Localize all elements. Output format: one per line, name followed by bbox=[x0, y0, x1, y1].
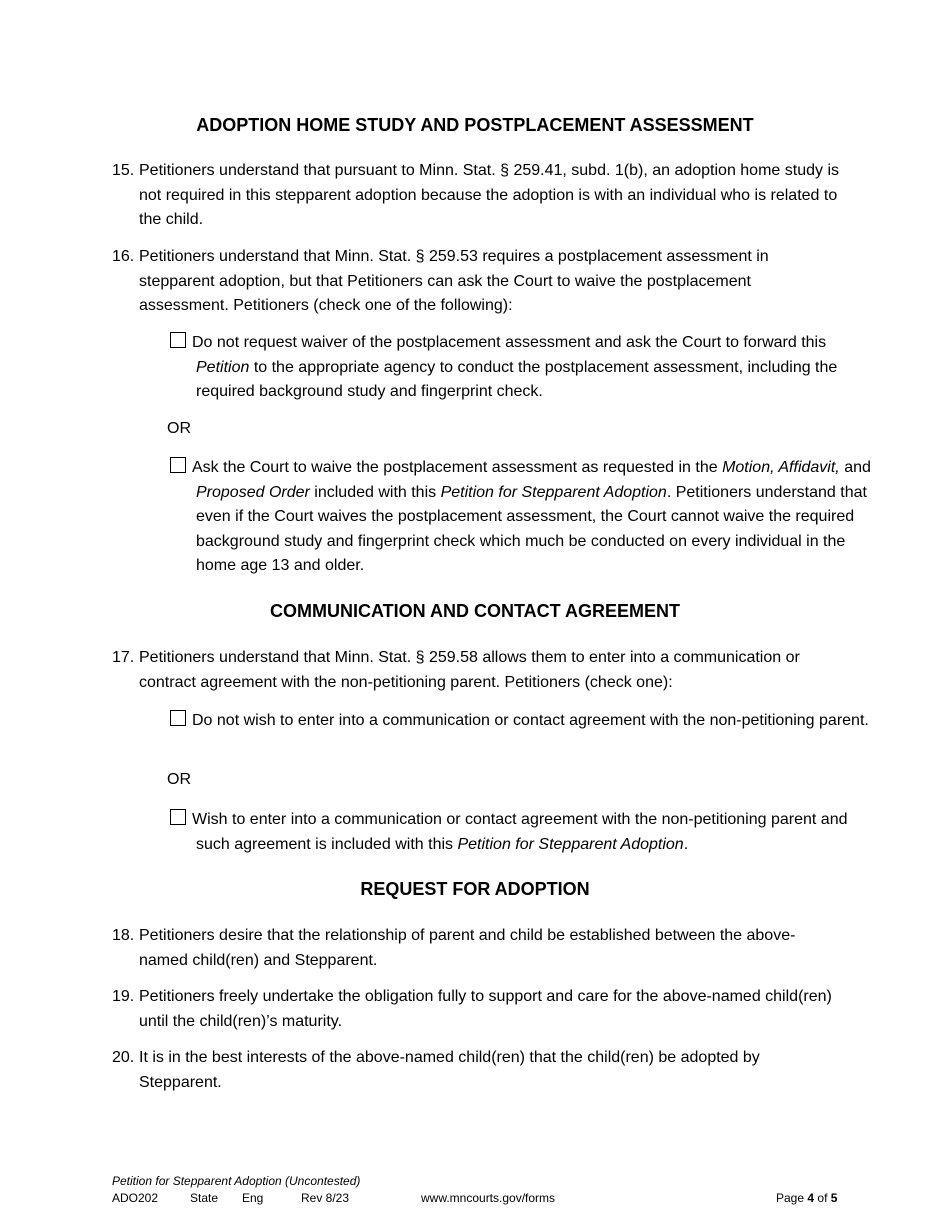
checkbox-request-waiver[interactable] bbox=[170, 457, 186, 473]
item-text: Petitioners desire that the relationship of parent and child be established between the above-named child(ren) and Stepparent. bbox=[139, 927, 796, 969]
option-no-agreement: Do not wish to enter into a communication or contact agreement with the non-petitioning parent. bbox=[169, 709, 871, 734]
paragraph-19 bbox=[112, 985, 842, 1034]
item-number: 15. bbox=[112, 162, 135, 179]
checkbox-no-agreement[interactable] bbox=[170, 710, 186, 726]
footer-jurisdiction: State bbox=[190, 1191, 219, 1205]
item-text: Petitioners understand that Minn. Stat. § 259.53 requires a postplacement assessment in stepparent adoption, but that Petitioners can ask the Court to waive the postplacement assessment. Petitioners (check one of the following): bbox=[139, 248, 769, 314]
item-number: 18. bbox=[112, 927, 135, 944]
item-number: 19. bbox=[112, 988, 135, 1005]
footer-revision: Rev 8/23 bbox=[301, 1191, 350, 1205]
checkbox-no-waiver[interactable] bbox=[170, 332, 186, 348]
item-text: Petitioners understand that Minn. Stat. § 259.58 allows them to enter into a communication or contract agreement with the non-petitioning parent. Petitioners (check one): bbox=[139, 649, 800, 691]
footer-page-number: Page 4 of 5 bbox=[776, 1191, 838, 1205]
section-heading-home-study: ADOPTION HOME STUDY AND POSTPLACEMENT ASSESSMENT bbox=[196, 115, 754, 135]
paragraph-18 bbox=[112, 924, 842, 973]
footer-url[interactable]: www.mncourts.gov/forms bbox=[421, 1191, 556, 1205]
footer-form-id: ADO202 bbox=[112, 1191, 159, 1205]
paragraph-15 bbox=[112, 159, 842, 233]
item-number: 17. bbox=[112, 649, 135, 666]
option-request-waiver: Ask the Court to waive the postplacement assessment as requested in the Motion, Affidavit, and Proposed Order included with this Petition for Stepparent Adoption. Petitioners understand that even if the Court waives the postplacement assessment, the Court cannot waive the required background study and fingerprint check which much be conducted on every individual in the home age 13 and older. bbox=[169, 456, 871, 579]
option-with-agreement: Wish to enter into a communication or contact agreement with the non-petitioning parent and such agreement is included with this Petition for Stepparent Adoption. bbox=[169, 808, 871, 857]
paragraph-16 bbox=[112, 245, 842, 319]
option-no-waiver: Do not request waiver of the postplacement assessment and ask the Court to forward this Petition to the appropriate agency to conduct the postplacement assessment, including the required background study and fingerprint check. bbox=[169, 331, 871, 405]
or-separator: OR bbox=[167, 420, 191, 437]
item-text: Petitioners understand that pursuant to Minn. Stat. § 259.41, subd. 1(b), an adoption home study is not required in this stepparent adoption because the adoption is with an individual who is related to the child. bbox=[139, 162, 839, 228]
paragraph-20 bbox=[112, 1046, 842, 1095]
item-number: 16. bbox=[112, 248, 135, 265]
section-heading-request: REQUEST FOR ADOPTION bbox=[360, 879, 590, 899]
footer-form-title: Petition for Stepparent Adoption (Uncontested) bbox=[112, 1174, 361, 1188]
item-text: It is in the best interests of the above-named child(ren) that the child(ren) be adopted by Stepparent. bbox=[139, 1049, 760, 1091]
footer-language: Eng bbox=[242, 1191, 264, 1205]
checkbox-with-agreement[interactable] bbox=[170, 809, 186, 825]
paragraph-17 bbox=[112, 646, 842, 695]
or-separator: OR bbox=[167, 771, 191, 788]
item-text: Petitioners freely undertake the obligation fully to support and care for the above-named child(ren) until the child(ren)’s maturity. bbox=[139, 988, 832, 1030]
item-number: 20. bbox=[112, 1049, 135, 1066]
section-heading-communication: COMMUNICATION AND CONTACT AGREEMENT bbox=[270, 601, 680, 621]
